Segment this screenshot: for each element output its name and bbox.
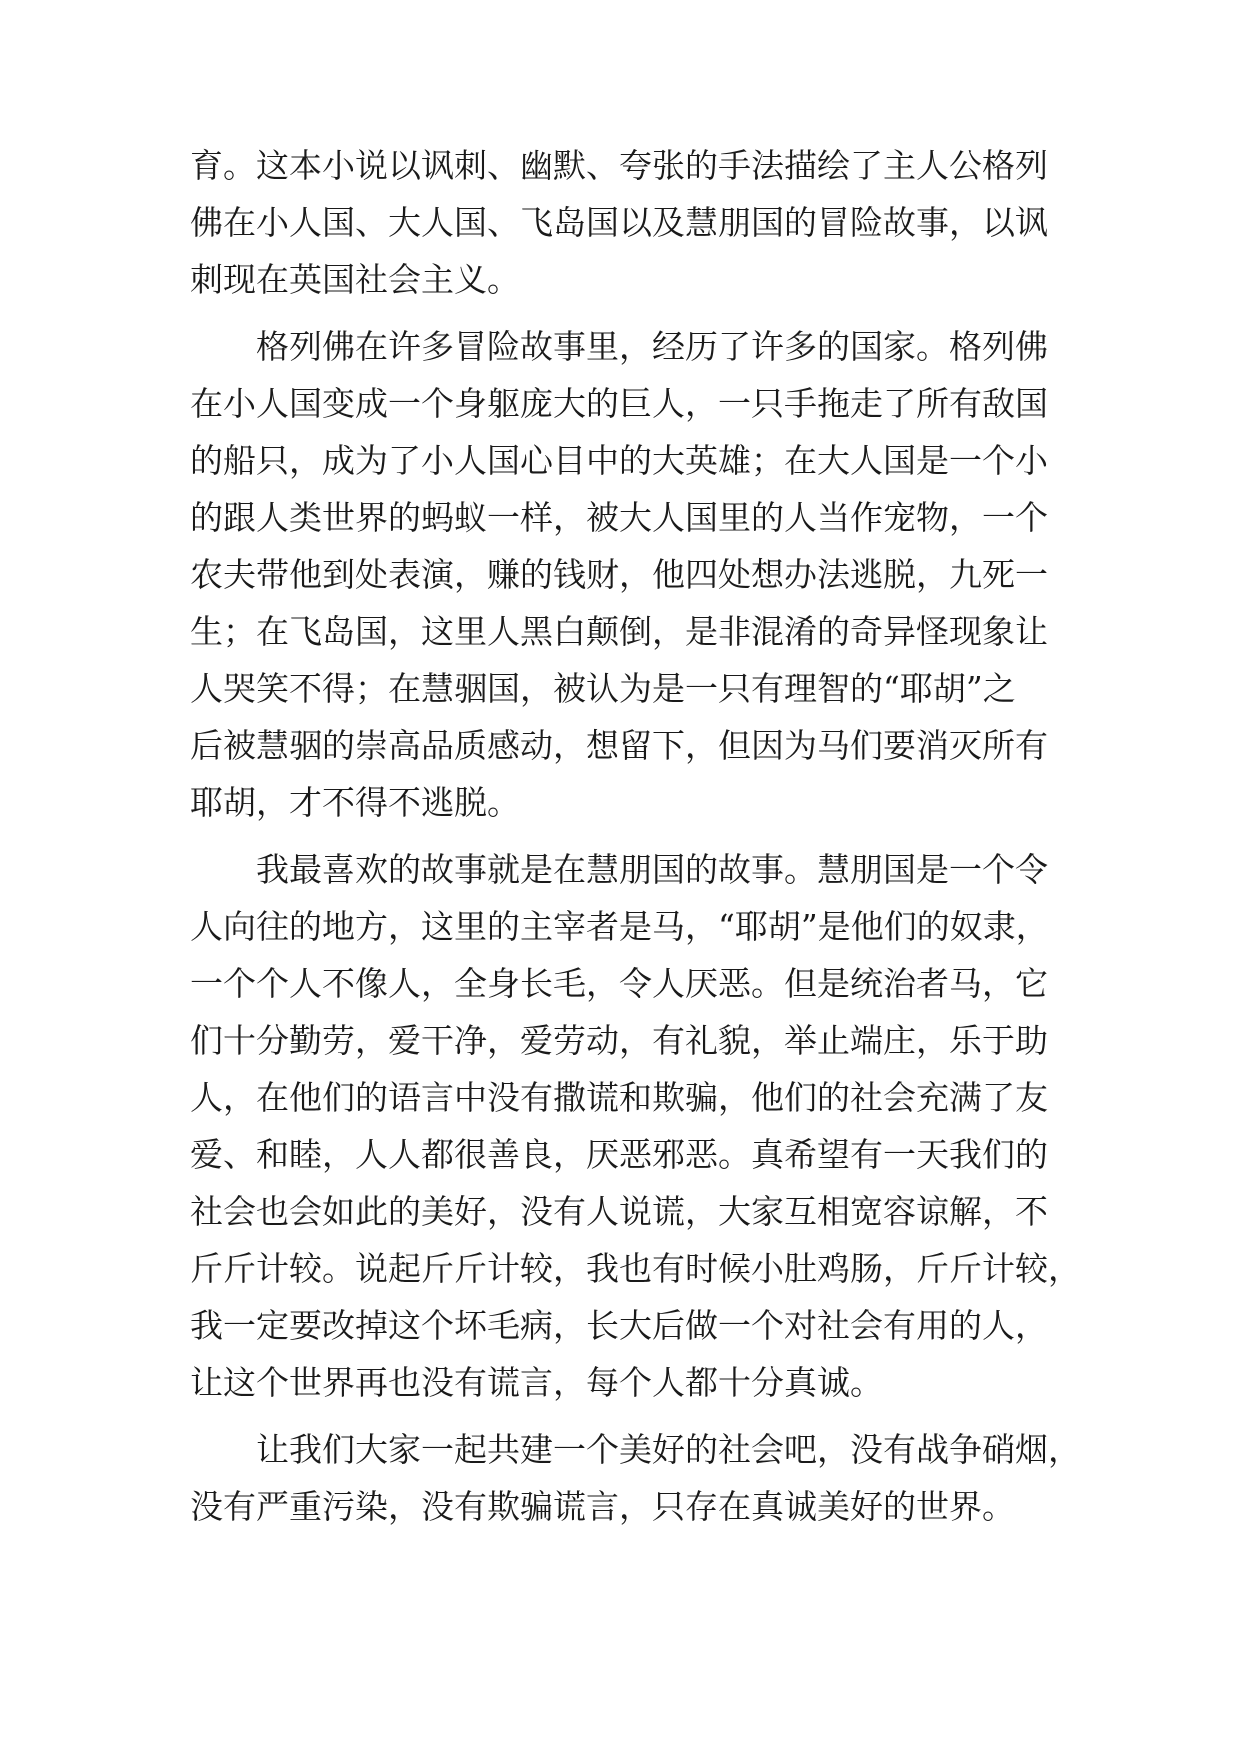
text-line: 我一定要改掉这个坏毛病，长大后做一个对社会有用的人， bbox=[190, 1306, 1048, 1345]
text-line: 没有严重污染，没有欺骗谎言，只存在真诚美好的世界。 bbox=[190, 1487, 1015, 1526]
text-line: 人向往的地方，这里的主宰者是马，“耶胡”是他们的奴隶， bbox=[190, 907, 1049, 946]
text-line: 斤斤计较。说起斤斤计较，我也有时候小肚鸡肠，斤斤计较， bbox=[190, 1249, 1081, 1288]
text-line: 的船只，成为了小人国心目中的大英雄；在大人国是一个小 bbox=[190, 441, 1048, 480]
paragraph-start-line: 让我们大家一起共建一个美好的社会吧，没有战争硝烟， bbox=[256, 1430, 1081, 1469]
text-line: 社会也会如此的美好，没有人说谎，大家互相宽容谅解，不 bbox=[190, 1192, 1048, 1231]
text-line: 农夫带他到处表演，赚的钱财，他四处想办法逃脱，九死一 bbox=[190, 555, 1048, 594]
text-line: 人哭笑不得；在慧骃国，被认为是一只有理智的“耶胡”之 bbox=[190, 669, 1016, 708]
text-line: 刺现在英国社会主义。 bbox=[190, 260, 520, 299]
text-line: 在小人国变成一个身躯庞大的巨人，一只手拖走了所有敌国 bbox=[190, 384, 1048, 423]
paragraph-start-line: 我最喜欢的故事就是在慧朋国的故事。慧朋国是一个令 bbox=[256, 850, 1048, 889]
text-line: 育。这本小说以讽刺、幽默、夸张的手法描绘了主人公格列 bbox=[190, 146, 1048, 185]
text-line: 的跟人类世界的蚂蚁一样，被大人国里的人当作宠物，一个 bbox=[190, 498, 1048, 537]
text-line: 们十分勤劳，爱干净，爱劳动，有礼貌，举止端庄，乐于助 bbox=[190, 1021, 1048, 1060]
text-line: 生；在飞岛国，这里人黑白颠倒，是非混淆的奇异怪现象让 bbox=[190, 612, 1048, 651]
text-line: 佛在小人国、大人国、飞岛国以及慧朋国的冒险故事，以讽 bbox=[190, 203, 1048, 242]
text-line: 爱、和睦，人人都很善良，厌恶邪恶。真希望有一天我们的 bbox=[190, 1135, 1048, 1174]
text-line: 耶胡，才不得不逃脱。 bbox=[190, 783, 520, 822]
paragraph-start-line: 格列佛在许多冒险故事里，经历了许多的国家。格列佛 bbox=[256, 327, 1048, 366]
text-line: 一个个人不像人，全身长毛，令人厌恶。但是统治者马，它 bbox=[190, 964, 1048, 1003]
text-line: 人，在他们的语言中没有撒谎和欺骗，他们的社会充满了友 bbox=[190, 1078, 1048, 1117]
text-line: 后被慧骃的崇高品质感动，想留下，但因为马们要消灭所有 bbox=[190, 726, 1048, 765]
text-line: 让这个世界再也没有谎言，每个人都十分真诚。 bbox=[190, 1363, 883, 1402]
